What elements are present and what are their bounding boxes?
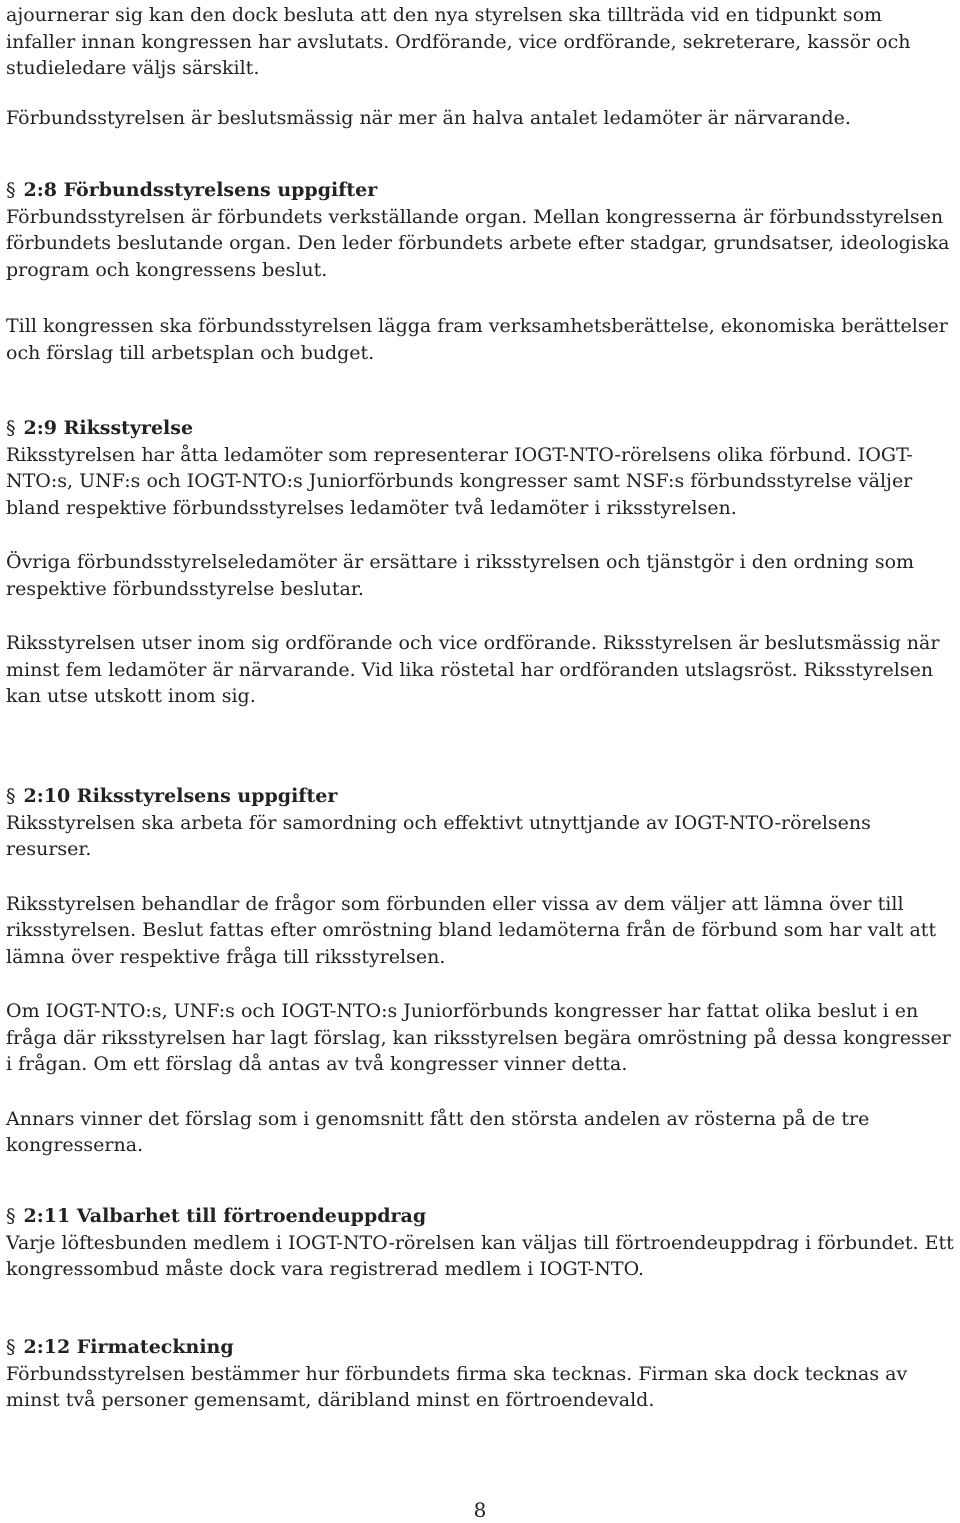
section-heading bbox=[6, 783, 954, 810]
section-symbol: § bbox=[6, 417, 16, 439]
section-symbol: § bbox=[6, 179, 16, 201]
section-paragraph: Riksstyrelsen har åtta ledamöter som representerar IOGT-NTO-rörelsens olika förbund. IOGT-NTO:s, UNF:s och IOGT-NTO:s Juniorförbunds kongresser samt NSF:s förbundsstyrelse väljer bland respektive förbundsstyrelses ledamöter två ledamöter i riksstyrelsen. bbox=[6, 443, 913, 519]
section-2-8 bbox=[6, 177, 954, 366]
section-title: 2:11 Valbarhet till förtroendeuppdrag bbox=[23, 1205, 427, 1227]
section-paragraph: Om IOGT-NTO:s, UNF:s och IOGT-NTO:s Juniorförbunds kongresser har fattat olika beslut i en fråga där riksstyrelsen har lagt förslag, kan riksstyrelsen begära omröstning på dessa kongresser i frågan. Om ett förslag då antas av två kongresser vinner detta. bbox=[6, 1000, 951, 1075]
section-paragraph: Riksstyrelsen ska arbeta för samordning och effektivt utnyttjande av IOGT-NTO-rörelsens resurser. bbox=[6, 811, 871, 860]
intro-paragraph: ajournerar sig kan den dock besluta att den nya styrelsen ska tillträda vid en tidpunkt som infaller innan kongressen har avslutats. Ordförande, vice ordförande, sekreterare, kassör och studieledare väljs särskilt. bbox=[6, 4, 911, 79]
section-paragraph: Till kongressen ska förbundsstyrelsen lägga fram verksamhetsberättelse, ekonomiska berättelser och förslag till arbetsplan och budget. bbox=[6, 315, 948, 364]
section-paragraph: Riksstyrelsen behandlar de frågor som förbunden eller vissa av dem väljer att lämna över till riksstyrelsen. Beslut fattas efter omröstning bland ledamöterna från de förbund som har valt att lämna över respektive fråga till riksstyrelsen. bbox=[6, 892, 937, 968]
section-paragraph: Varje löftesbunden medlem i IOGT-NTO-rörelsen kan väljas till förtroendeuppdrag i förbundet. Ett kongressombud måste dock vara registrerad medlem i IOGT-NTO. bbox=[6, 1231, 954, 1280]
section-heading bbox=[6, 1203, 954, 1230]
section-symbol: § bbox=[6, 1336, 16, 1358]
section-symbol: § bbox=[6, 1205, 16, 1227]
page-number: 8 bbox=[473, 1498, 487, 1522]
section-title: 2:12 Firmateckning bbox=[23, 1336, 234, 1358]
section-paragraph: Övriga förbundsstyrelseledamöter är ersättare i riksstyrelsen och tjänstgör i den ordning som respektive förbundsstyrelse beslutar. bbox=[6, 551, 915, 600]
section-2-9 bbox=[6, 415, 954, 710]
section-2-11 bbox=[6, 1203, 954, 1283]
section-heading bbox=[6, 177, 954, 204]
section-title: 2:9 Riksstyrelse bbox=[23, 417, 194, 439]
section-paragraph: Annars vinner det förslag som i genomsnitt fått den största andelen av rösterna på de tre kongresserna. bbox=[6, 1107, 870, 1156]
section-paragraph: Förbundsstyrelsen är förbundets verkställande organ. Mellan kongresserna är förbundsstyrelsen förbundets beslutande organ. Den leder förbundets arbete efter stadgar, grundsatser, ideologiska program och kongressens beslut. bbox=[6, 205, 950, 281]
section-symbol: § bbox=[6, 785, 16, 807]
quorum-paragraph: Förbundsstyrelsen är beslutsmässig när mer än halva antalet ledamöter är närvarande. bbox=[6, 107, 851, 129]
section-2-10 bbox=[6, 783, 954, 1159]
section-heading bbox=[6, 415, 954, 442]
section-paragraph: Förbundsstyrelsen bestämmer hur förbundets firma ska tecknas. Firman ska dock tecknas av minst två personer gemensamt, däribland minst en förtroendevald. bbox=[6, 1362, 908, 1411]
section-2-12 bbox=[6, 1334, 954, 1414]
section-title: 2:10 Riksstyrelsens uppgifter bbox=[23, 785, 338, 807]
section-title: 2:8 Förbundsstyrelsens uppgifter bbox=[23, 179, 378, 201]
section-heading bbox=[6, 1334, 954, 1361]
section-paragraph: Riksstyrelsen utser inom sig ordförande och vice ordförande. Riksstyrelsen är beslutsmässig när minst fem ledamöter är närvarande. Vid lika röstetal har ordföranden utslagsröst. Riksstyrelsen kan utse utskott inom sig. bbox=[6, 632, 940, 707]
